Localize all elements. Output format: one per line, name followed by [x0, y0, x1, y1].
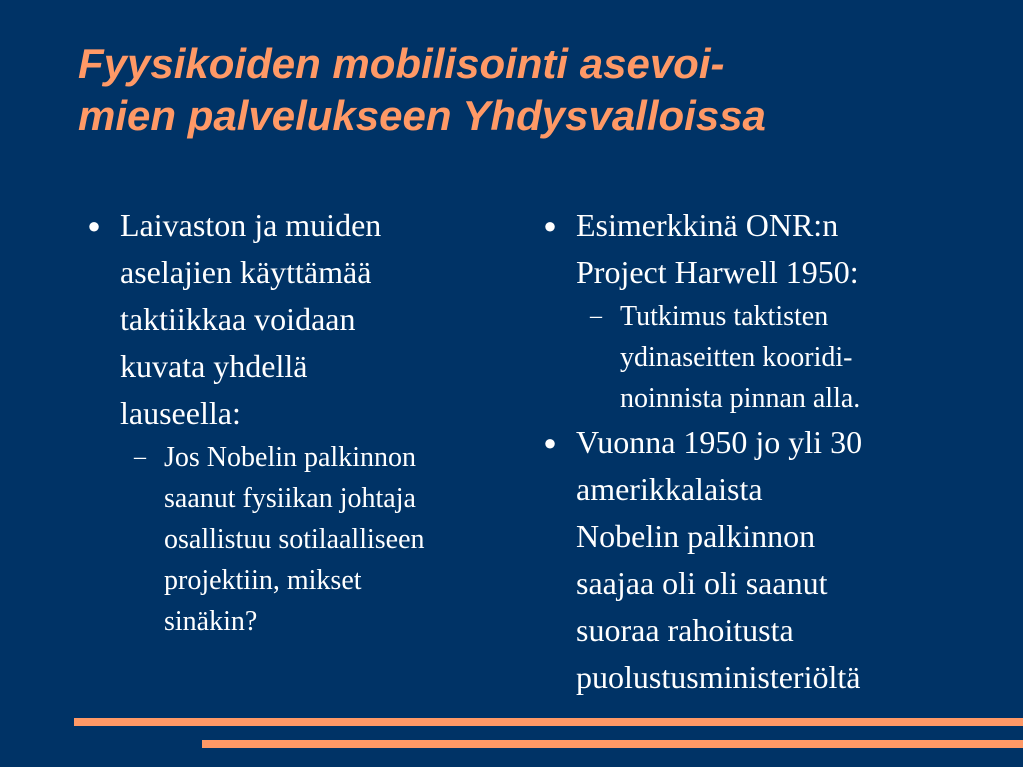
bullet-item — [540, 419, 1010, 701]
sub-bullet-line: ydinaseitten kooridi- — [620, 342, 853, 373]
bullet-line: Nobelin palkinnon — [576, 518, 816, 554]
bullet-item — [540, 202, 1010, 296]
sub-bullet-item — [84, 437, 514, 642]
dash-icon: – — [590, 303, 602, 329]
bullet-line: kuvata yhdellä — [120, 348, 308, 384]
bullet-line: puolustusministeriöltä — [576, 659, 861, 695]
bullet-dot-icon: ● — [87, 213, 101, 238]
sub-bullet-line: Tutkimus taktisten — [620, 301, 829, 332]
right-column — [540, 202, 1010, 701]
sub-bullet-line: osallistuu sotilaalliseen — [164, 524, 425, 555]
slide-title-line-2: mien palvelukseen Yhdysvalloissa — [78, 92, 766, 139]
slide-title — [78, 38, 978, 142]
bullet-line: lauseella: — [120, 395, 241, 431]
bullet-line: suoraa rahoitusta — [576, 612, 794, 648]
bullet-line: Vuonna 1950 jo yli 30 — [576, 424, 863, 460]
sub-bullet-line: projektiin, mikset — [164, 565, 362, 596]
left-column — [84, 202, 514, 642]
slide-title-line-1: Fyysikoiden mobilisointi asevoi- — [78, 40, 725, 87]
sub-bullet-line: noinnista pinnan alla. — [620, 383, 861, 414]
sub-bullet-item — [540, 296, 1010, 419]
bullet-line: Project Harwell 1950: — [576, 254, 859, 290]
bullet-line: taktiikkaa voidaan — [120, 301, 356, 337]
bullet-line: amerikkalaista — [576, 471, 763, 507]
bullet-dot-icon: ● — [543, 213, 557, 238]
bullet-line: Laivaston ja muiden — [120, 207, 382, 243]
bullet-line: aselajien käyttämää — [120, 254, 372, 290]
sub-bullet-line: Jos Nobelin palkinnon — [164, 442, 416, 473]
sub-bullet-line: sinäkin? — [164, 606, 258, 637]
bullet-line: Esimerkkinä ONR:n — [576, 207, 839, 243]
accent-bar-top — [74, 718, 1023, 726]
sub-bullet-line: saanut fysiikan johtaja — [164, 483, 416, 514]
bullet-item — [84, 202, 514, 437]
dash-icon: – — [134, 444, 146, 470]
bullet-line: saajaa oli oli saanut — [576, 565, 828, 601]
accent-bar-bottom — [202, 740, 1023, 748]
bullet-dot-icon: ● — [543, 430, 557, 455]
